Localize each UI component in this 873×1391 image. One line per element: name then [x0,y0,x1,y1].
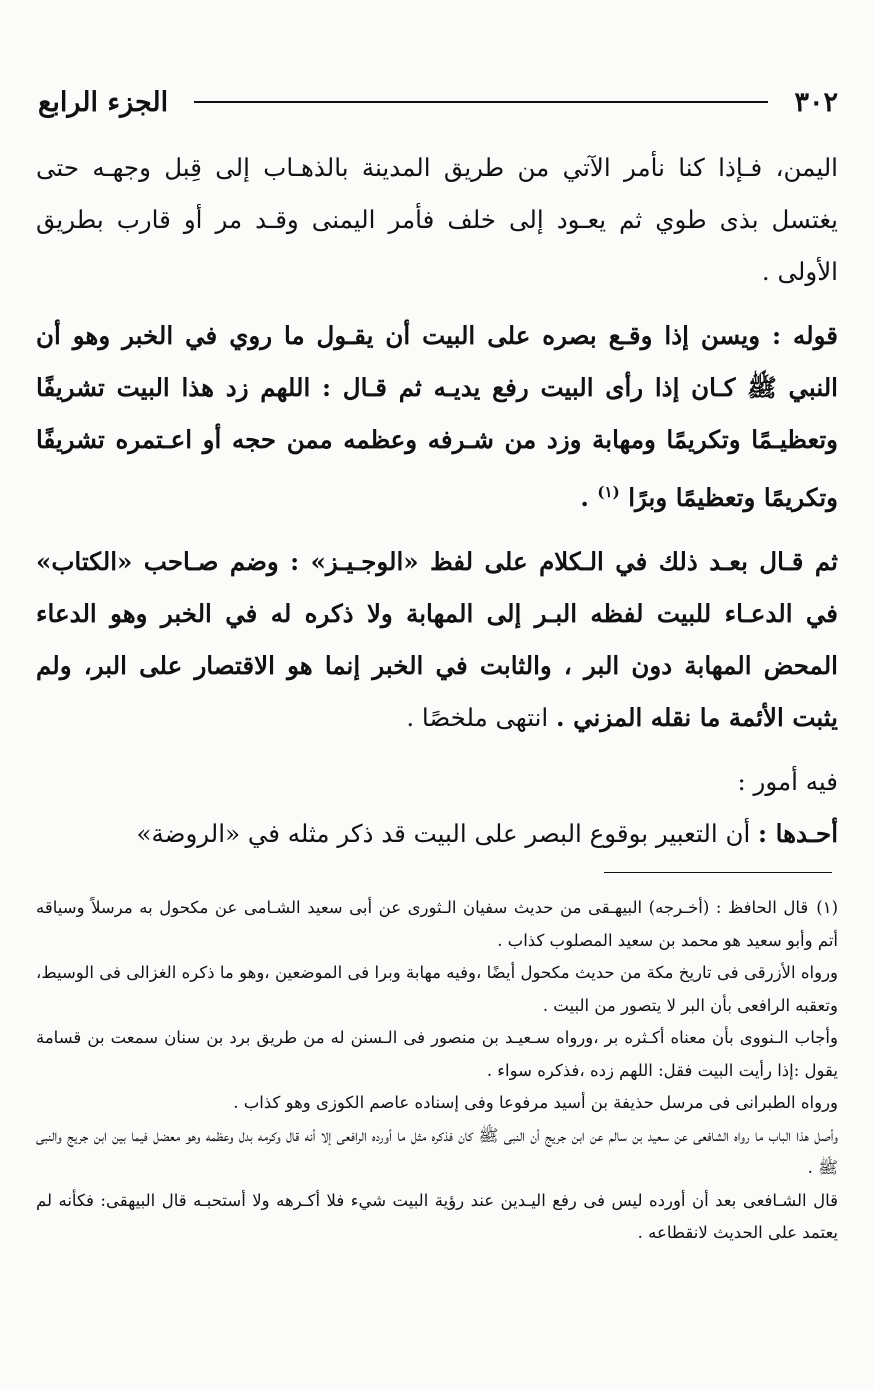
paragraph-5-text: أن التعبير بوقوع البصر على البيت قد ذكر مثله في «الروضة» [136,819,759,849]
footnote-3: وأجاب الـنووى بأن معناه أكـثره بر ،ورواه سـعيـد بن منصور فى الـسنن له من طريق برد بن سنان سمعت بن قسامة يقول :إذا رأيت البيت فقل: اللهم زده ،فذكره سواء . [36,1028,838,1080]
page-header [38,82,838,122]
footnote-ref: (١) [597,483,620,501]
footnote-rule [604,872,832,873]
footnote-1 [36,892,838,957]
footnote-6: قال الشـافعى بعد أن أورده ليس فى رفع اليـدين عند رؤية البيت شيء فلا أكـرهه ولا أستحبـه قال البيهقى: فكأنه لم يعتمد على الحديث لانقطاعه . [36,1190,838,1242]
paragraph-3-tail: انتهى ملخصًا . [406,703,557,733]
header-rule [194,101,768,103]
paragraph-3 [36,536,838,744]
running-title: الجزء الرابع [38,86,169,118]
paragraph-2-end: . [580,483,598,513]
footnotes [36,892,838,1250]
paragraph-4: فيه أمور : [737,767,838,797]
paragraph-5-lead: أحـدها : [758,819,838,849]
footnote-4: ورواه الطبرانى فى مرسل حذيفة بن أسيد مرفوعا وفى إسناده عاصم الكوزى وهو كذاب . [233,1093,838,1112]
main-text [36,142,838,860]
paragraph-3-text: ثم قـال بعـد ذلك في الـكلام على لفظ «الوجـيـز» : وضم صـاحب «الكتاب» في الدعـاء للبيت لفظه البـر إلى المهابة ولا ذكره له في الخبر وهو الدعاء المحض المهابة دون البر ، والثابت في الخبر إنما هو الاقتصار على البر، ولم يثبت الأئمة ما نقله المزني . [36,547,838,733]
paragraph-1: اليمن، فـإذا كنا نأمر الآتي من طريق المدينة بالذهـاب إلى قِبل وجهـه حتى يغتسل بذى طوي ثم يعـود إلى خلف فأمر اليمنى وقـد مر أو قارب بطريق الأولى . [36,153,838,286]
paragraph-2 [36,310,838,524]
footnote-2: ورواه الأزرقى فى تاريخ مكة من حديث مكحول أيضًا ،وفيه مهابة وبرا فى الموضعين ،وهو ما ذكره الغزالى فى الوسيط، وتعقبه الرافعى بأن البر لا يتصور من البيت . [36,963,838,1015]
paragraph-5 [36,808,838,860]
page-number: ٣٠٢ [794,86,838,118]
paragraph-2-text: قوله : ويسن إذا وقـع بصره على البيت أن يقـول ما روي في الخبر وهو أن النبي ﷺ كـان إذا رأى البيت رفع يديـه ثم قـال : اللهم زد هذا البيت تشريفًا وتعظيـمًا وتكريمًا ومهابة وزد من شـرفه وعظمه ممن حجه أو اعـتمره تشريفًا وتكريمًا وتعظيمًا وبرًا [36,321,838,513]
footnote-marker: (١) [816,898,838,917]
footnote-1-text: قال الحافظ : (أخـرجه) البيهـقى من حديث سفيان الـثورى عن أبى سعيد الشـامى عن مكحول به مرسلاً وسياقه أتم وأبو سعيد هو محمد بن سعيد المصلوب كذاب . [36,898,838,950]
footnote-5: وأصل هذا الباب ما رواه الشافعى عن سعيد بن سالم عن ابن جريج أن النبى ﷺ كان فذكره مثل ما أورده الرافعى إلا أنه قال وكرمه بدل وعظمه وهو معضل فيما بين ابن جريج والنبى ﷺ . [36,1125,838,1177]
